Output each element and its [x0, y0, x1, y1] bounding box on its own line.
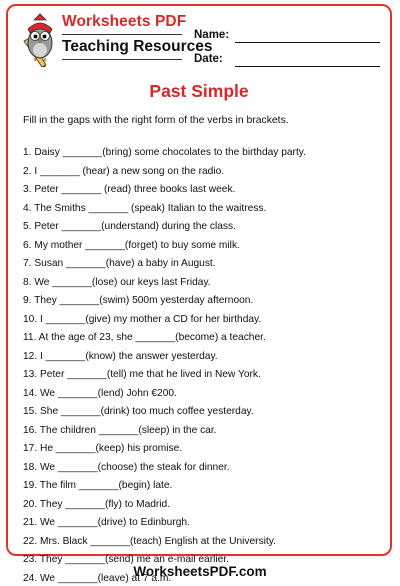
- name-line: [235, 42, 380, 43]
- exercise-item: 20. They _______(fly) to Madrid.: [23, 498, 171, 510]
- exercise-item: 9. They _______(swim) 500m yesterday afternoon.: [23, 295, 254, 306]
- exercise-item: 16. The children _______(sleep) in the car.: [23, 424, 217, 436]
- footer-site-name: WorksheetsPDF.com: [133, 564, 267, 579]
- exercise-item: 23. They _______(send) me an e-mail earlier.: [23, 554, 229, 565]
- exercise-list: [23, 144, 383, 586]
- name-label: Name:: [194, 29, 230, 41]
- worksheet-title: Past Simple: [149, 81, 249, 101]
- brand-divider: [62, 34, 182, 35]
- exercise-item: 18. We _______(choose) the steak for dinner.: [23, 461, 230, 473]
- exercise-item: 6. My mother _______(forget) to buy some milk.: [23, 239, 240, 251]
- brand-divider: [62, 59, 182, 60]
- exercise-item: 13. Peter _______(tell) me that he lived in New York.: [23, 369, 261, 380]
- exercise-item: 17. He _______(keep) his promise.: [23, 443, 183, 454]
- exercise-item: 15. She _______(drink) too much coffee yesterday.: [23, 406, 254, 417]
- exercise-item: 7. Susan _______(have) a baby in August.: [23, 258, 216, 269]
- exercise-item: 5. Peter _______(understand) during the class.: [23, 221, 236, 232]
- date-label: Date:: [194, 53, 223, 65]
- exercise-item: 24. We _______(leave) at 7 a.m.: [23, 572, 172, 584]
- brand-subtitle: Teaching Resources: [62, 38, 213, 55]
- exercise-item: 11. At the age of 23, she _______(become) a teacher.: [23, 332, 266, 343]
- exercise-item: 2. I _______ (hear) a new song on the radio.: [23, 165, 225, 177]
- owl-logo-icon: [20, 11, 60, 67]
- exercise-item: 1. Daisy _______(bring) some chocolates to the birthday party.: [23, 147, 306, 158]
- exercise-item: 14. We _______(lend) John €200.: [23, 387, 177, 399]
- exercise-item: 8. We _______(lose) our keys last Friday.: [23, 276, 211, 288]
- date-line: [235, 66, 380, 67]
- exercise-item: 19. The film _______(begin) late.: [23, 480, 173, 491]
- exercise-item: 21. We _______(drive) to Edinburgh.: [23, 517, 190, 528]
- brand-title: Worksheets PDF: [62, 13, 187, 30]
- worksheet-header: [8, 6, 390, 70]
- exercise-item: 3. Peter _______ (read) three books last week.: [23, 184, 236, 195]
- exercise-item: 12. I _______(know) the answer yesterday.: [23, 350, 218, 362]
- instructions: Fill in the gaps with the right form of the verbs in brackets.: [23, 115, 289, 126]
- exercise-item: 10. I _______(give) my mother a CD for her birthday.: [23, 313, 262, 325]
- exercise-item: 22. Mrs. Black _______(teach) English at the University.: [23, 535, 276, 547]
- exercise-item: 4. The Smiths _______ (speak) Italian to the waitress.: [23, 202, 267, 214]
